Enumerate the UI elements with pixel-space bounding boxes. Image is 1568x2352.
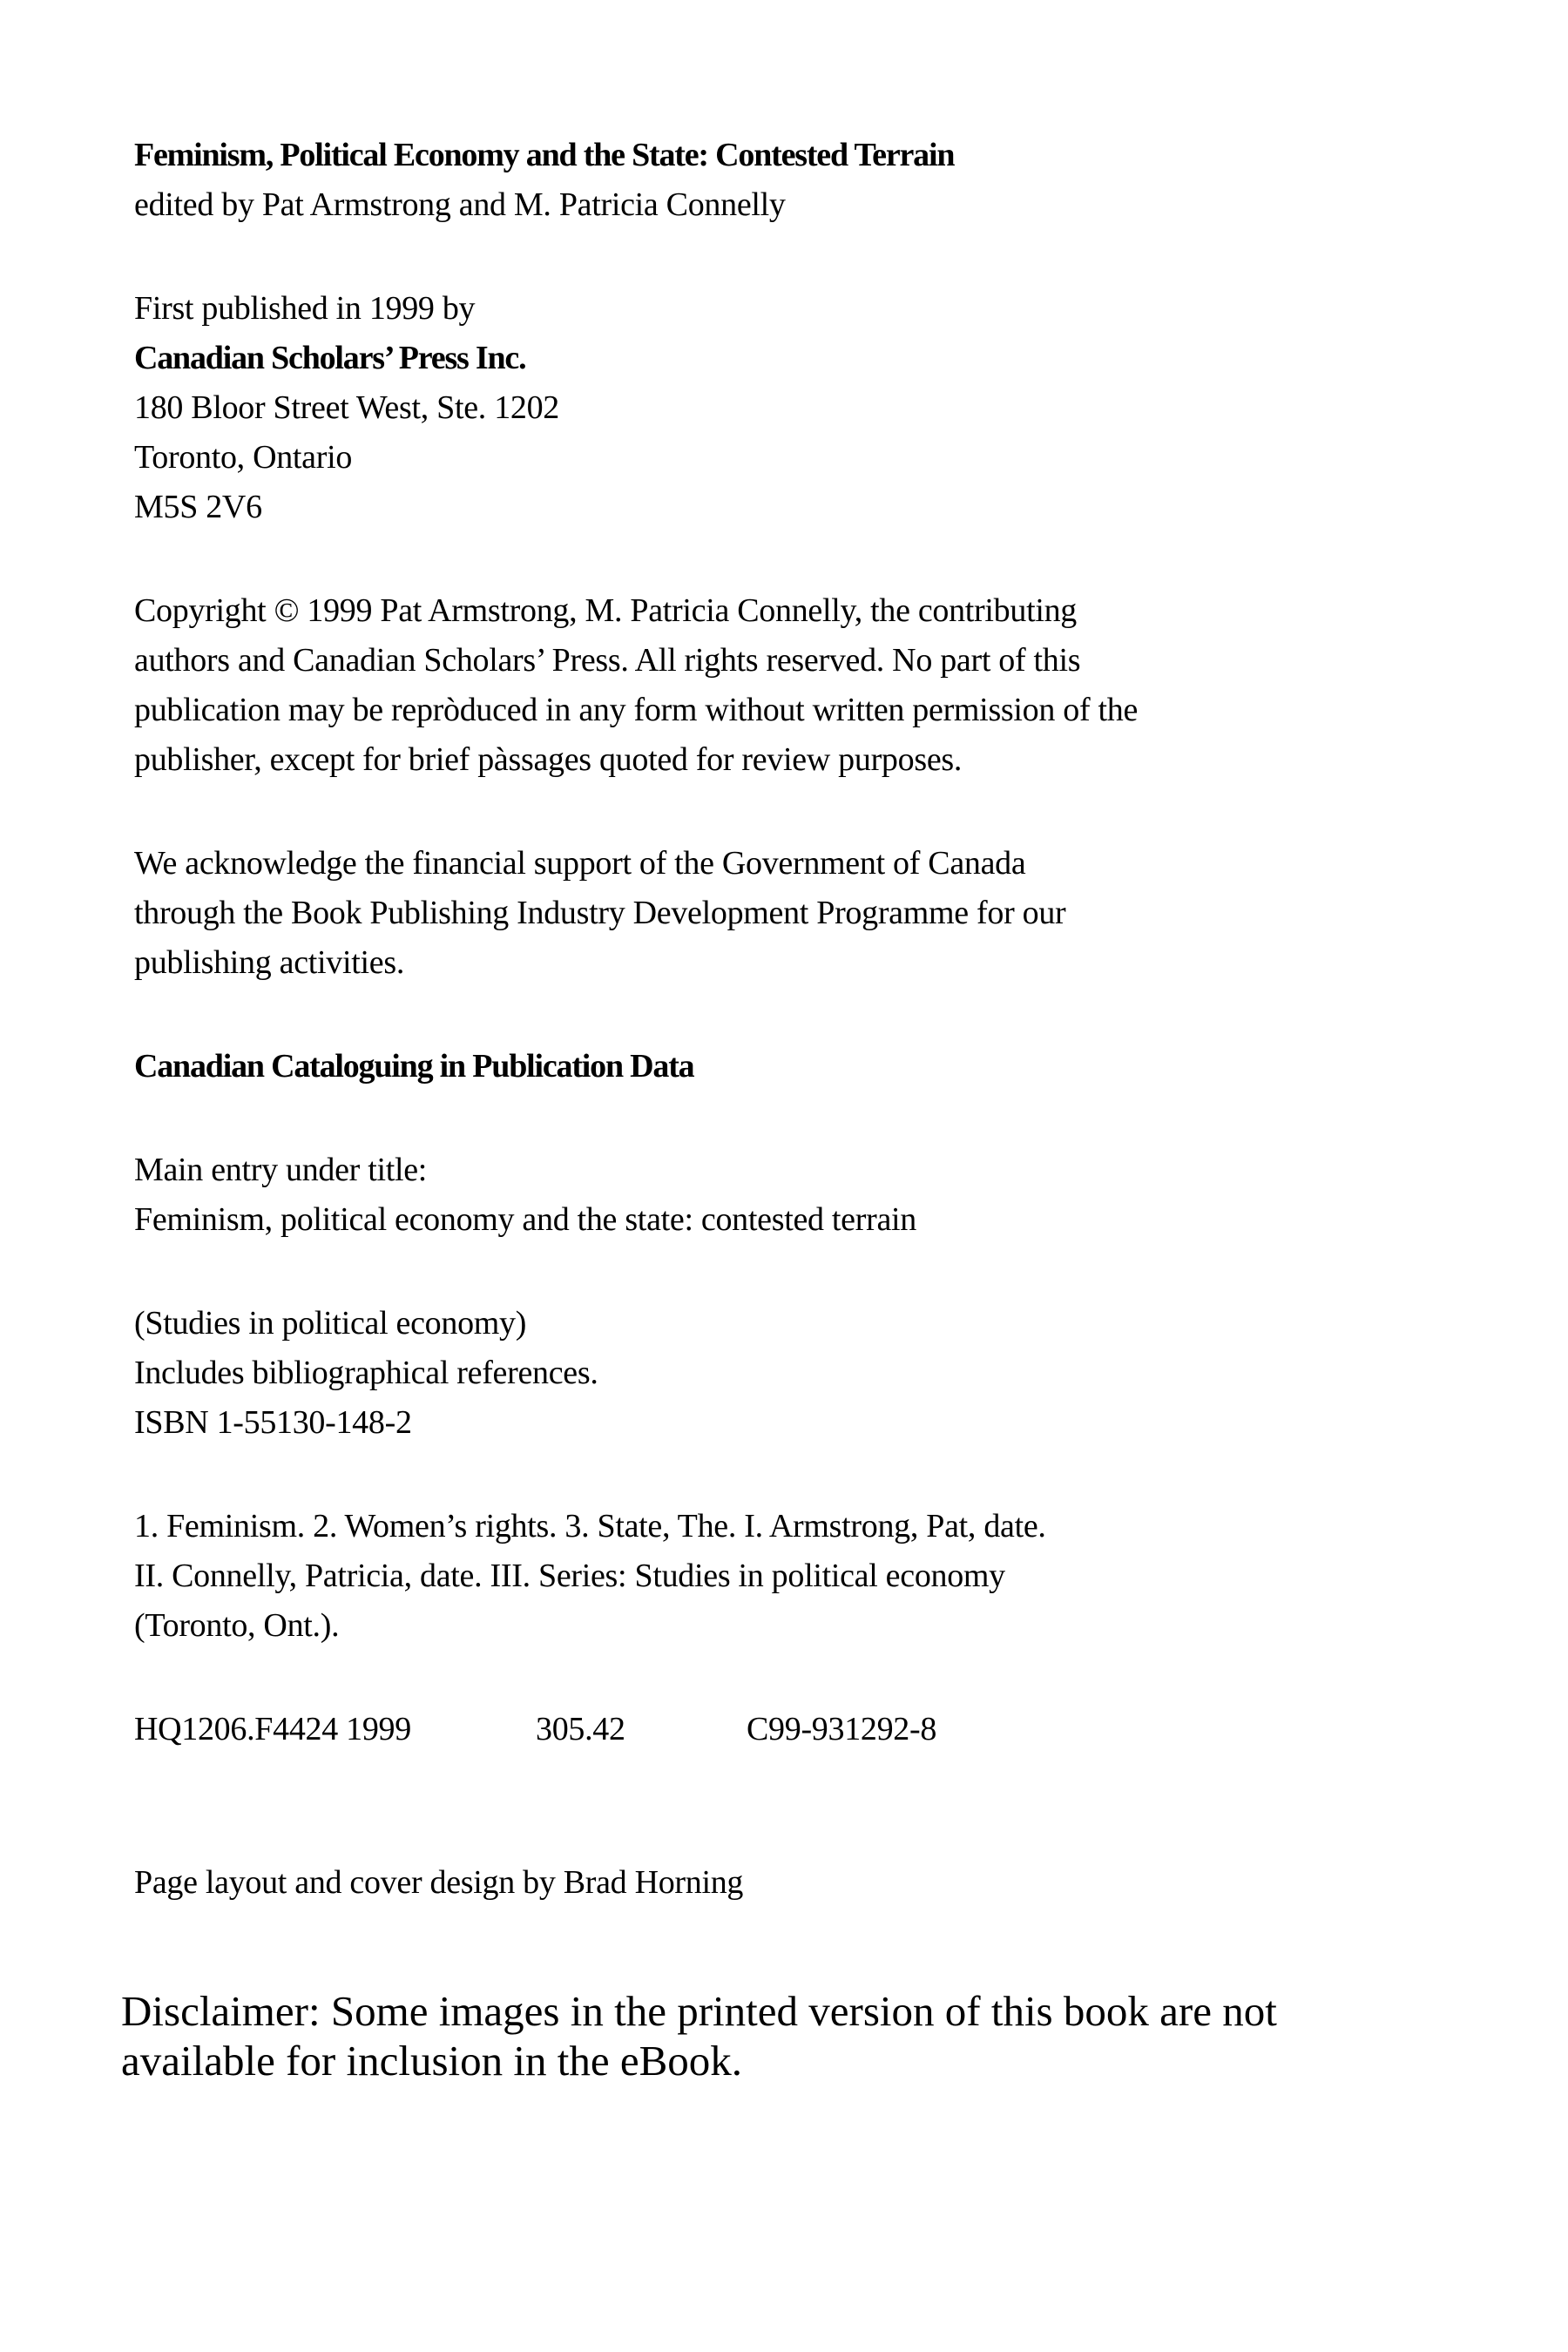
cip-block [134,1042,1493,1754]
cip-note-line: (Studies in political economy) [134,1305,527,1342]
lc-call-number: HQ1206.F4424 1999 [134,1711,411,1747]
cip-classification-row [134,1705,1493,1754]
book-title: Feminism, Political Economy and the State: Contested Terrain [134,137,955,173]
copyright-line: publication may be repròduced in any form without written permission of the [134,692,1139,728]
copyright-line: publisher, except for brief pàssages quoted for review purposes. [134,741,963,778]
cip-subject-line: II. Connelly, Patricia, date. III. Series: Studies in political economy [134,1558,1005,1594]
publisher-name: Canadian Scholars’ Press Inc. [134,340,526,376]
acknowledgement-line: through the Book Publishing Industry Development Programme for our [134,895,1066,931]
address-line: 180 Bloor Street West, Ste. 1202 [134,389,559,426]
cip-subject-line: (Toronto, Ont.). [134,1607,340,1644]
book-editors: edited by Pat Armstrong and M. Patricia Connelly [134,186,786,223]
copyright-line: authors and Canadian Scholars’ Press. All rights reserved. No part of this [134,642,1081,679]
disclaimer-line: Disclaimer: Some images in the printed version of this book are not [121,1987,1277,2035]
cip-note-line: Includes bibliographical references. [134,1355,598,1391]
acknowledgement-line: publishing activities. [134,944,405,981]
copyright-line: Copyright © 1999 Pat Armstrong, M. Patricia Connelly, the contributing [134,592,1077,629]
copyright-notice [134,586,1493,785]
credits-line: Page layout and cover design by Brad Horning [134,1864,744,1901]
acknowledgement-notice [134,839,1493,988]
address-line: Toronto, Ontario [134,439,353,476]
canadiana-number: C99-931292-8 [747,1711,937,1747]
cip-main-entry-line: Main entry under title: [134,1152,428,1188]
publisher-block [134,284,1493,532]
cip-main-entry-line: Feminism, political economy and the state: contested terrain [134,1201,916,1238]
disclaimer-line: available for inclusion in the eBook. [121,2037,743,2085]
address-line: M5S 2V6 [134,489,262,525]
dewey-number: 305.42 [536,1711,625,1747]
acknowledgement-line: We acknowledge the financial support of the Government of Canada [134,845,1026,882]
cip-isbn: ISBN 1-55130-148-2 [134,1404,412,1441]
cip-heading: Canadian Cataloguing in Publication Data [134,1048,694,1085]
copyright-page [134,131,1493,1908]
title-block [134,131,1493,230]
cip-subject-line: 1. Feminism. 2. Women’s rights. 3. State, The. I. Armstrong, Pat, date. [134,1508,1046,1544]
ebook-disclaimer [121,1986,1480,2085]
first-published-line: First published in 1999 by [134,290,476,327]
